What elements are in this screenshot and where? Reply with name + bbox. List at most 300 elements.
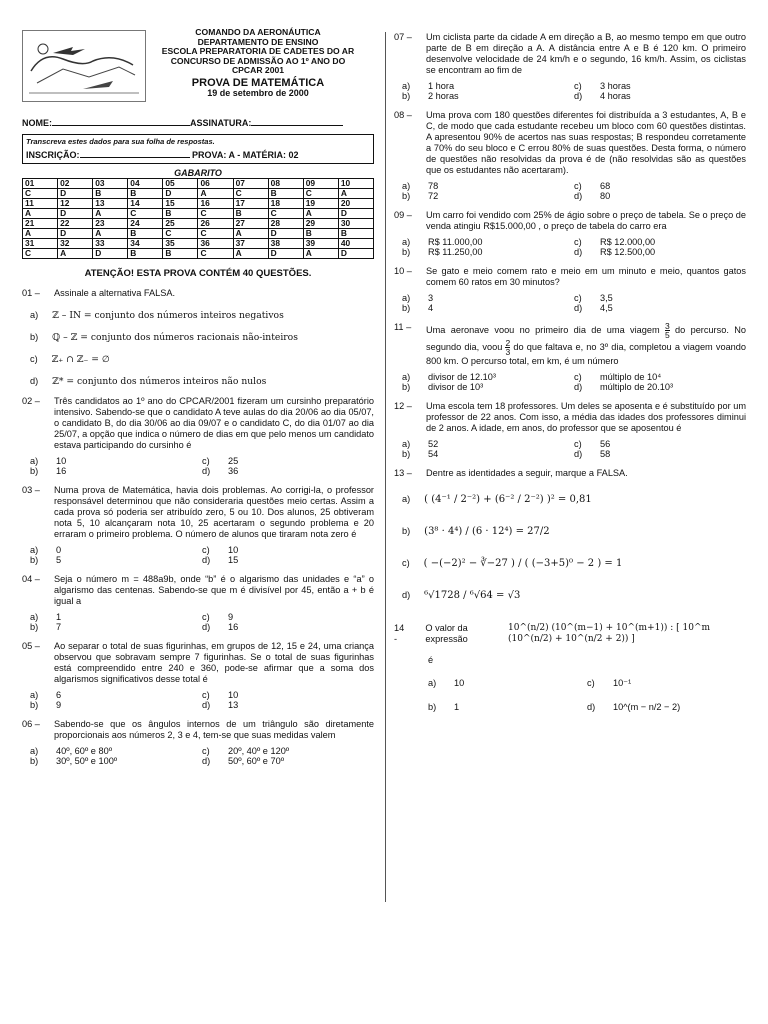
- fraction-numerator: 3: [664, 321, 670, 331]
- option-d[interactable]: [587, 702, 746, 712]
- option-text: 16: [56, 466, 67, 476]
- option-label: d): [574, 247, 583, 257]
- gabarito-cell: C: [128, 209, 163, 219]
- gabarito-cell: D: [58, 189, 93, 199]
- gabarito-cell: 34: [128, 239, 163, 249]
- option-a[interactable]: [428, 678, 587, 688]
- option-a[interactable]: [402, 372, 574, 382]
- option-text: 68: [600, 181, 611, 191]
- option-label: a): [30, 746, 39, 756]
- option-text: 6: [56, 690, 62, 700]
- gabarito-cell: A: [93, 209, 128, 219]
- option-label: c): [202, 690, 210, 700]
- option-expression: (3⁸ · 4⁴) / (6 · 12⁴) = 27/2: [424, 525, 550, 537]
- gabarito-cell: B: [93, 189, 128, 199]
- statement-part: Uma aeronave voou no primeiro dia de uma viagem: [426, 324, 660, 335]
- option-text: 9: [56, 700, 62, 710]
- option-label: a): [30, 310, 39, 320]
- option-text: 50º, 60º e 70º: [228, 756, 285, 766]
- option-a[interactable]: [30, 690, 202, 700]
- options-grid: [402, 372, 746, 392]
- option-b[interactable]: [402, 519, 746, 543]
- option-c[interactable]: [30, 354, 374, 365]
- option-c[interactable]: [202, 545, 374, 555]
- gabarito-cell: 06: [198, 179, 233, 189]
- option-label: d): [202, 700, 211, 710]
- question-05: [22, 641, 374, 710]
- option-text: ℤ – IN = conjunto dos números inteiros negativos: [52, 310, 284, 321]
- gabarito-cell: 24: [128, 219, 163, 229]
- option-text: 3,5: [600, 293, 613, 303]
- option-text: 54: [428, 449, 439, 459]
- option-label: c): [202, 746, 210, 756]
- option-text: 1: [56, 612, 62, 622]
- option-c[interactable]: [402, 551, 746, 575]
- gabarito-row: [23, 219, 374, 229]
- option-text: 10: [56, 456, 67, 466]
- gabarito-cell: B: [163, 249, 198, 259]
- fraction-numerator: 2: [505, 338, 511, 348]
- gabarito-cell: A: [233, 229, 268, 239]
- option-text: 7: [56, 622, 62, 632]
- option-label: d): [574, 449, 583, 459]
- name-field[interactable]: [52, 125, 190, 126]
- exam-title: PROVA DE MATEMÁTICA: [191, 76, 325, 89]
- option-c[interactable]: [574, 237, 746, 247]
- option-label: b): [402, 303, 411, 313]
- question-number: 10 –: [394, 266, 412, 276]
- gabarito-cell: C: [23, 249, 58, 259]
- gabarito-cell: 21: [23, 219, 58, 229]
- option-label: c): [574, 81, 582, 91]
- gabarito-cell: D: [93, 249, 128, 259]
- option-label: b): [30, 700, 39, 710]
- gabarito-cell: 29: [303, 219, 338, 229]
- gabarito-cell: B: [268, 189, 303, 199]
- gabarito-cell: A: [303, 249, 338, 259]
- option-text: 10^(m − n/2 − 2): [613, 702, 681, 712]
- gabarito-cell: C: [198, 229, 233, 239]
- gabarito-cell: 27: [233, 219, 268, 229]
- gabarito-cell: 19: [303, 199, 338, 209]
- option-label: a): [402, 181, 411, 191]
- option-text: 58: [600, 449, 611, 459]
- option-text: divisor de 12.10³: [428, 372, 496, 382]
- gabarito-cell: B: [128, 249, 163, 259]
- option-a[interactable]: [402, 439, 574, 449]
- gabarito-cell: D: [58, 209, 93, 219]
- question-06: [22, 719, 374, 766]
- question-14: [394, 623, 746, 712]
- options-grid: [428, 678, 746, 712]
- header-text: [147, 28, 369, 98]
- question-statement: Assinale a alternativa FALSA.: [54, 288, 176, 298]
- option-label: c): [574, 372, 582, 382]
- question-number: 12 –: [394, 401, 412, 411]
- question-08: [394, 110, 746, 201]
- option-c[interactable]: [202, 690, 374, 700]
- options-grid: [30, 690, 374, 710]
- gabarito-cell: 09: [303, 179, 338, 189]
- option-label: c): [574, 237, 582, 247]
- option-text: 36: [228, 466, 239, 476]
- option-b[interactable]: [402, 382, 574, 392]
- question-03: [22, 485, 374, 565]
- question-12: [394, 401, 746, 459]
- option-text: 1 hora: [428, 81, 455, 91]
- question-13: [394, 468, 746, 607]
- question-statement: O valor da expressão: [425, 623, 468, 644]
- option-c[interactable]: [202, 456, 374, 466]
- gabarito-cell: A: [93, 229, 128, 239]
- left-column: [22, 28, 374, 766]
- option-label: d): [202, 466, 211, 476]
- gabarito-cell: 32: [58, 239, 93, 249]
- gabarito-cell: 35: [163, 239, 198, 249]
- gabarito-cell: B: [163, 209, 198, 219]
- option-c[interactable]: [202, 612, 374, 622]
- option-text: R$ 12.000,00: [600, 237, 656, 247]
- option-b[interactable]: [428, 702, 587, 712]
- option-label: b): [402, 382, 411, 392]
- question-number: 08 –: [394, 110, 412, 120]
- question-number: 07 –: [394, 32, 412, 42]
- option-a[interactable]: [402, 81, 574, 91]
- options-grid: [30, 456, 374, 476]
- exam-date: 19 de setembro de 2000: [207, 87, 309, 98]
- option-text: 80: [600, 191, 611, 201]
- option-d[interactable]: [402, 583, 746, 607]
- option-c[interactable]: [202, 746, 374, 756]
- option-expression: ( (4⁻¹ / 2⁻²) + (6⁻² / 2⁻²) )² = 0,81: [424, 493, 592, 505]
- gabarito-cell: A: [303, 209, 338, 219]
- gabarito-cell: 18: [268, 199, 303, 209]
- registration-row: INSCRIÇÃO: PROVA: A - MATÉRIA: 02: [26, 150, 299, 160]
- question-10: [394, 266, 746, 313]
- option-b[interactable]: [30, 700, 202, 710]
- option-text: 15: [228, 555, 239, 565]
- option-b[interactable]: [402, 303, 574, 313]
- gabarito-cell: 31: [23, 239, 58, 249]
- statement-part: do: [675, 324, 686, 335]
- gabarito-cell: 28: [268, 219, 303, 229]
- gabarito-row: [23, 189, 374, 199]
- option-d[interactable]: [202, 756, 374, 766]
- option-text: 78: [428, 181, 439, 191]
- question-number: 02 –: [22, 396, 40, 406]
- option-d[interactable]: [30, 376, 374, 387]
- question-number: 06 –: [22, 719, 40, 729]
- option-text: R$ 12.500,00: [600, 247, 656, 257]
- option-b[interactable]: [402, 449, 574, 459]
- option-b[interactable]: [30, 622, 202, 632]
- options-grid: [402, 439, 746, 459]
- gabarito-cell: A: [58, 249, 93, 259]
- option-c[interactable]: [574, 372, 746, 382]
- header-line-4: CONCURSO DE ADMISSÃO AO 1º ANO DO: [170, 55, 346, 66]
- materia-label: MATÉRIA: 02: [242, 150, 299, 160]
- option-text: 10: [228, 545, 239, 555]
- option-text: múltiplo de 20.10³: [600, 382, 674, 392]
- option-b[interactable]: [30, 555, 202, 565]
- gabarito-cell: A: [23, 209, 58, 219]
- gabarito-row: [23, 209, 374, 219]
- inscricao-field[interactable]: [80, 157, 190, 158]
- option-a[interactable]: [30, 545, 202, 555]
- gabarito-cell: 36: [198, 239, 233, 249]
- option-text: 1: [454, 702, 460, 712]
- options-grid: [30, 746, 374, 766]
- question-statement: Três candidatos ao 1º ano do CPCAR/2001 fizeram um cursinho preparatório intensivo. Sabendo-se que o candidato A teve aulas do dia 20/06 ao dia 05/07, o candidato B, do dia 30/06 ao dia 09/07 e o candidato C, do dia 01/07 ao dia 25/07, a opção que indica o número de dias em que pelo menos um candidato estava participando do cursinho é: [54, 396, 374, 450]
- gabarito-row: [23, 199, 374, 209]
- option-text: R$ 11.000,00: [428, 237, 483, 247]
- question-statement: Um carro foi vendido com 25% de ágio sobre o preço de tabela. Se o preço de venda atingiu R$15.000,00 , o preço de tabela do carro era: [426, 210, 746, 231]
- option-text: 56: [600, 439, 611, 449]
- option-text: 9: [228, 612, 234, 622]
- option-label: b): [402, 449, 411, 459]
- option-label: a): [30, 690, 39, 700]
- gabarito-cell: 12: [58, 199, 93, 209]
- statement-part: percurso. No segundo dia, voou: [426, 324, 746, 352]
- option-a[interactable]: [402, 237, 574, 247]
- option-b[interactable]: [402, 91, 574, 101]
- question-number: 11 –: [394, 322, 412, 332]
- option-label: d): [202, 756, 211, 766]
- option-label: d): [402, 589, 411, 600]
- option-text: 30º, 50º e 100º: [56, 756, 118, 766]
- question-number: 14 -: [394, 623, 405, 644]
- gabarito-cell: B: [128, 189, 163, 199]
- gabarito-row: [23, 179, 374, 189]
- option-text: 72: [428, 191, 439, 201]
- option-d[interactable]: [202, 466, 374, 476]
- option-label: d): [574, 191, 583, 201]
- option-text: 5: [56, 555, 62, 565]
- gabarito-cell: B: [233, 209, 268, 219]
- gabarito-cell: 26: [198, 219, 233, 229]
- option-expression: ⁶√1728 / ⁶√64 = √3: [424, 589, 521, 601]
- option-label: b): [402, 247, 411, 257]
- option-a[interactable]: [30, 746, 202, 756]
- option-d[interactable]: [202, 700, 374, 710]
- option-d[interactable]: [574, 382, 746, 392]
- gabarito-cell: A: [198, 189, 233, 199]
- question-11: [394, 322, 746, 392]
- question-statement: Uma escola tem 18 professores. Um deles se aposenta e é substituído por um professor de 22 anos. Com isso, a média das idades dos professores diminui de 2 anos. A idade, em anos, do professor que se aposentou é: [426, 401, 746, 433]
- option-label: c): [574, 293, 582, 303]
- option-text: 52: [428, 439, 439, 449]
- option-expression: ( −(−2)² − ∛−27 ) / ( (−3+5)⁰ − 2 ) = 1: [423, 557, 623, 569]
- question-07: [394, 32, 746, 101]
- option-text: ℤ* = conjunto dos números inteiros não nulos: [52, 376, 267, 387]
- gabarito-cell: 14: [128, 199, 163, 209]
- option-text: 3: [428, 293, 434, 303]
- gabarito-row: [23, 229, 374, 239]
- option-label: b): [30, 622, 39, 632]
- option-text: ℚ – ℤ = conjunto dos números racionais não-inteiros: [52, 332, 298, 343]
- option-label: d): [587, 702, 596, 712]
- question-04: [22, 574, 374, 632]
- question-number: 01 –: [22, 288, 40, 298]
- option-text: 4,5: [600, 303, 613, 313]
- signature-field[interactable]: [251, 125, 343, 126]
- option-label: b): [30, 466, 39, 476]
- option-a[interactable]: [402, 293, 574, 303]
- option-text: 3 horas: [600, 81, 631, 91]
- option-label: a): [428, 678, 437, 688]
- exam-header: [22, 28, 374, 112]
- question-number: 13 –: [394, 468, 412, 478]
- option-label: d): [202, 622, 211, 632]
- options-grid: [402, 293, 746, 313]
- option-label: b): [30, 756, 39, 766]
- gabarito-cell: 03: [93, 179, 128, 189]
- option-text: 0: [56, 545, 62, 555]
- statement-part: do que faltava e, no 3º dia, completou a viagem voando 800 km. O percurso total, em km, é um número: [426, 341, 747, 366]
- option-label: c): [402, 557, 410, 568]
- option-a[interactable]: [30, 310, 374, 321]
- gabarito-cell: D: [58, 229, 93, 239]
- option-label: b): [402, 91, 411, 101]
- signature-label: ASSINATURA:: [190, 118, 252, 128]
- option-label: a): [30, 456, 39, 466]
- option-d[interactable]: [574, 449, 746, 459]
- option-a[interactable]: [30, 612, 202, 622]
- option-label: c): [574, 439, 582, 449]
- option-d[interactable]: [574, 191, 746, 201]
- header-line-1: COMANDO DA AERONÁUTICA: [195, 27, 321, 37]
- option-c[interactable]: [587, 678, 746, 688]
- option-c[interactable]: [574, 181, 746, 191]
- option-b[interactable]: [402, 247, 574, 257]
- option-c[interactable]: [574, 293, 746, 303]
- option-d[interactable]: [574, 303, 746, 313]
- gabarito-cell: 08: [268, 179, 303, 189]
- gabarito-cell: 01: [23, 179, 58, 189]
- option-a[interactable]: [402, 181, 574, 191]
- option-label: a): [30, 545, 39, 555]
- column-divider: [385, 32, 386, 902]
- header-line-5: CPCAR 2001: [231, 65, 285, 75]
- option-label: b): [402, 191, 411, 201]
- option-d[interactable]: [202, 622, 374, 632]
- option-c[interactable]: [574, 81, 746, 91]
- option-a[interactable]: [402, 487, 746, 511]
- option-label: b): [30, 555, 39, 565]
- option-b[interactable]: [402, 191, 574, 201]
- option-label: c): [587, 678, 595, 688]
- gabarito-cell: A: [23, 229, 58, 239]
- gabarito-row: [23, 239, 374, 249]
- gabarito-cell: 15: [163, 199, 198, 209]
- name-signature-row: [22, 118, 374, 128]
- gabarito-cell: C: [303, 189, 338, 199]
- fraction-denominator: 5: [664, 330, 670, 340]
- option-label: a): [30, 612, 39, 622]
- option-text: 20º, 40º e 120º: [228, 746, 290, 756]
- options-grid: [402, 181, 746, 201]
- question-statement: Um ciclista parte da cidade A em direção a B, ao mesmo tempo em que outro parte de B em direção a A. A distância entre A e B é 120 km. O primeiro desenvolve velocidade de 24 km/h e o segundo, 16 km/h. Assim, os ciclistas se encontram ao fim de: [426, 32, 746, 75]
- gabarito-cell: D: [338, 249, 373, 259]
- option-b[interactable]: [30, 332, 374, 343]
- gabarito-cell: A: [233, 249, 268, 259]
- option-text: 25: [228, 456, 239, 466]
- option-label: d): [574, 91, 583, 101]
- prova-label: PROVA: A: [192, 150, 235, 160]
- option-label: c): [574, 181, 582, 191]
- option-d[interactable]: [574, 91, 746, 101]
- gabarito-cell: 13: [93, 199, 128, 209]
- gabarito-cell: 20: [338, 199, 373, 209]
- gabarito-cell: 40: [338, 239, 373, 249]
- option-label: c): [202, 456, 210, 466]
- gabarito-cell: 39: [303, 239, 338, 249]
- option-d[interactable]: [202, 555, 374, 565]
- option-b[interactable]: [30, 756, 202, 766]
- school-crest-logo: [22, 30, 146, 102]
- option-label: d): [30, 376, 39, 386]
- question-14-stem: [394, 623, 746, 645]
- gabarito-cell: 17: [233, 199, 268, 209]
- gabarito-cell: B: [128, 229, 163, 239]
- option-c[interactable]: [574, 439, 746, 449]
- option-text: 40º, 60º e 80º: [56, 746, 113, 756]
- header-line-2: DEPARTAMENTO DE ENSINO: [197, 36, 319, 47]
- fraction-three-fifths: [665, 322, 670, 339]
- question-statement: Ao separar o total de suas figurinhas, em grupos de 12, 15 e 24, uma criança observou que sobravam sempre 7 figurinhas. Se o total de suas figurinhas está compreendido entre 240 e 360, pode-se afirmar que a soma dos algarismos significativos desse total é: [54, 641, 374, 684]
- option-label: c): [202, 545, 210, 555]
- question-statement: Dentre as identidades a seguir, marque a FALSA.: [426, 468, 628, 478]
- option-text: ℤ₊ ∩ ℤ₋ = ∅: [51, 354, 110, 365]
- attention-notice: ATENÇÃO! ESTA PROVA CONTÉM 40 QUESTÕES.: [84, 268, 312, 279]
- question-statement: [426, 322, 746, 367]
- option-text: múltiplo de 10⁴: [600, 372, 662, 382]
- gabarito-cell: D: [338, 209, 373, 219]
- question-01: [22, 288, 374, 387]
- option-text: 16: [228, 622, 239, 632]
- gabarito-cell: 05: [163, 179, 198, 189]
- question-statement: Sabendo-se que os ângulos internos de um triângulo são diretamente proporcionais aos números 2, 3 e 4, tem-se que suas medidas valem: [54, 719, 374, 740]
- question-number: 05 –: [22, 641, 40, 651]
- fraction-denominator: 3: [505, 347, 511, 357]
- gabarito-cell: 38: [268, 239, 303, 249]
- option-b[interactable]: [30, 466, 202, 476]
- gabarito-cell: D: [268, 249, 303, 259]
- gabarito-cell: 10: [338, 179, 373, 189]
- option-a[interactable]: [30, 456, 202, 466]
- right-column: [394, 32, 746, 712]
- gabarito-cell: 11: [23, 199, 58, 209]
- option-label: b): [402, 525, 411, 536]
- question-tail: é: [428, 655, 434, 665]
- option-text: 4 horas: [600, 91, 631, 101]
- option-label: d): [574, 303, 583, 313]
- gabarito-title: GABARITO: [174, 168, 222, 178]
- option-label: d): [202, 555, 211, 565]
- gabarito-cell: 02: [58, 179, 93, 189]
- option-label: c): [202, 612, 210, 622]
- option-label: a): [402, 439, 411, 449]
- option-label: a): [402, 493, 411, 504]
- question-statement: Uma prova com 180 questões diferentes foi distribuída a 3 estudantes, A, B e C, de modo que cada estudante recebeu um bloco com 60 questões distintas. A apresentou 90% de acertos nas suas respostas; B respondeu corretamente a 70% do seu bloco e C errou 80% de suas questões. Desta forma, o número de questões não resolvidas da prova é de (não resolvidas são as questões que os estudantes não acertaram).: [426, 110, 746, 175]
- options-grid: [402, 237, 746, 257]
- option-d[interactable]: [574, 247, 746, 257]
- inscricao-label: INSCRIÇÃO:: [26, 150, 80, 160]
- gabarito-cell: C: [198, 209, 233, 219]
- option-text: 10: [228, 690, 239, 700]
- gabarito-cell: 23: [93, 219, 128, 229]
- question-expression: 10^(n/2) (10^(m−1) + 10^(m+1)) : [ 10^m (10^(n/2) + 10^(n/2 + 2)) ]: [508, 623, 711, 644]
